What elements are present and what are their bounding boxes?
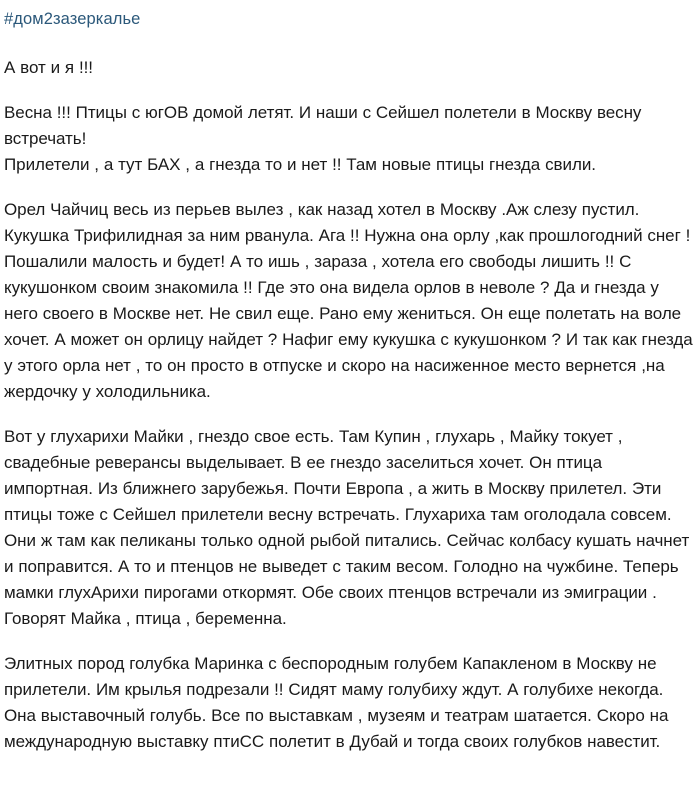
paragraph-marinka: Элитных пород голубка Маринка с беспородным голубем Капакленом в Москву не прилетели. Им крылья подрезали !! Сидят маму голубиху ждут. А голубихе некогда. Она выставочный голубь. Все по выставкам , музеям и театрам шатается. Скоро на международную выставку птиСС полетит в Дубай и тогда своих голубков навестит. xyxy=(4,654,669,751)
spacer-1 xyxy=(4,81,693,100)
paragraph-eagle: Орел Чайчиц весь из перьев вылез , как назад хотел в Москву .Аж слезу пустил. Кукушка Трифилидная за ним рванула. Ага !! Нужна она орлу ,как прошлогодний снег ! Пошалили малость и будет! А то ишь , зараза , хотела его свободы лишить !! С кукушонком своим знакомила !! Где это она видела орлов в неволе ? Да и гнезда у него своего в Москве нет. Не свил еще. Рано ему жениться. Он еще полетать на воле хочет. А может он орлицу найдет ? Нафиг ему кукушка с кукушонком ? И так как гнезда у этого орла нет , то он просто в отпуске и скоро на насиженное место вернется ,на жердочку у холодильника. xyxy=(4,200,693,401)
paragraph-spring-line-1: Весна !!! Птицы с югОВ домой летят. И наши с Сейшел полетели в Москву весну встречать! xyxy=(4,103,642,148)
spacer-4 xyxy=(4,632,693,651)
paragraph-mayka: Вот у глухарихи Майки , гнездо свое есть. Там Купин , глухарь , Майку токует , свадебные реверансы выделывает. В ее гнездо заселиться хочет. Он птица импортная. Из ближнего зарубежья. Почти Европа , а жить в Москву прилетел. Эти птицы тоже с Сейшел прилетели весну встречать. Глухариха там оголодала совсем. Они ж там как пеликаны только одной рыбой питались. Сейчас колбасу кушать начнет и поправится. А то и птенцов не выведет с таким весом. Голодно на чужбине. Теперь мамки глухАрихи пирогами откормят. Обе своих птенцов встречали из эмиграции . Говорят Майка , птица , беременна. xyxy=(4,427,690,628)
post-body xyxy=(4,55,693,755)
spacer-3 xyxy=(4,405,693,424)
spacer-after-hashtag xyxy=(4,30,693,55)
paragraph-intro: А вот и я !!! xyxy=(4,58,93,77)
hashtag-link[interactable]: #дом2зазеркалье xyxy=(4,10,141,28)
paragraph-spring-line-2: Прилетели , а тут БАХ , а гнезда то и нет !! Там новые птицы гнезда свили. xyxy=(4,155,596,174)
spacer-2 xyxy=(4,178,693,197)
hashtag-row xyxy=(4,0,693,30)
